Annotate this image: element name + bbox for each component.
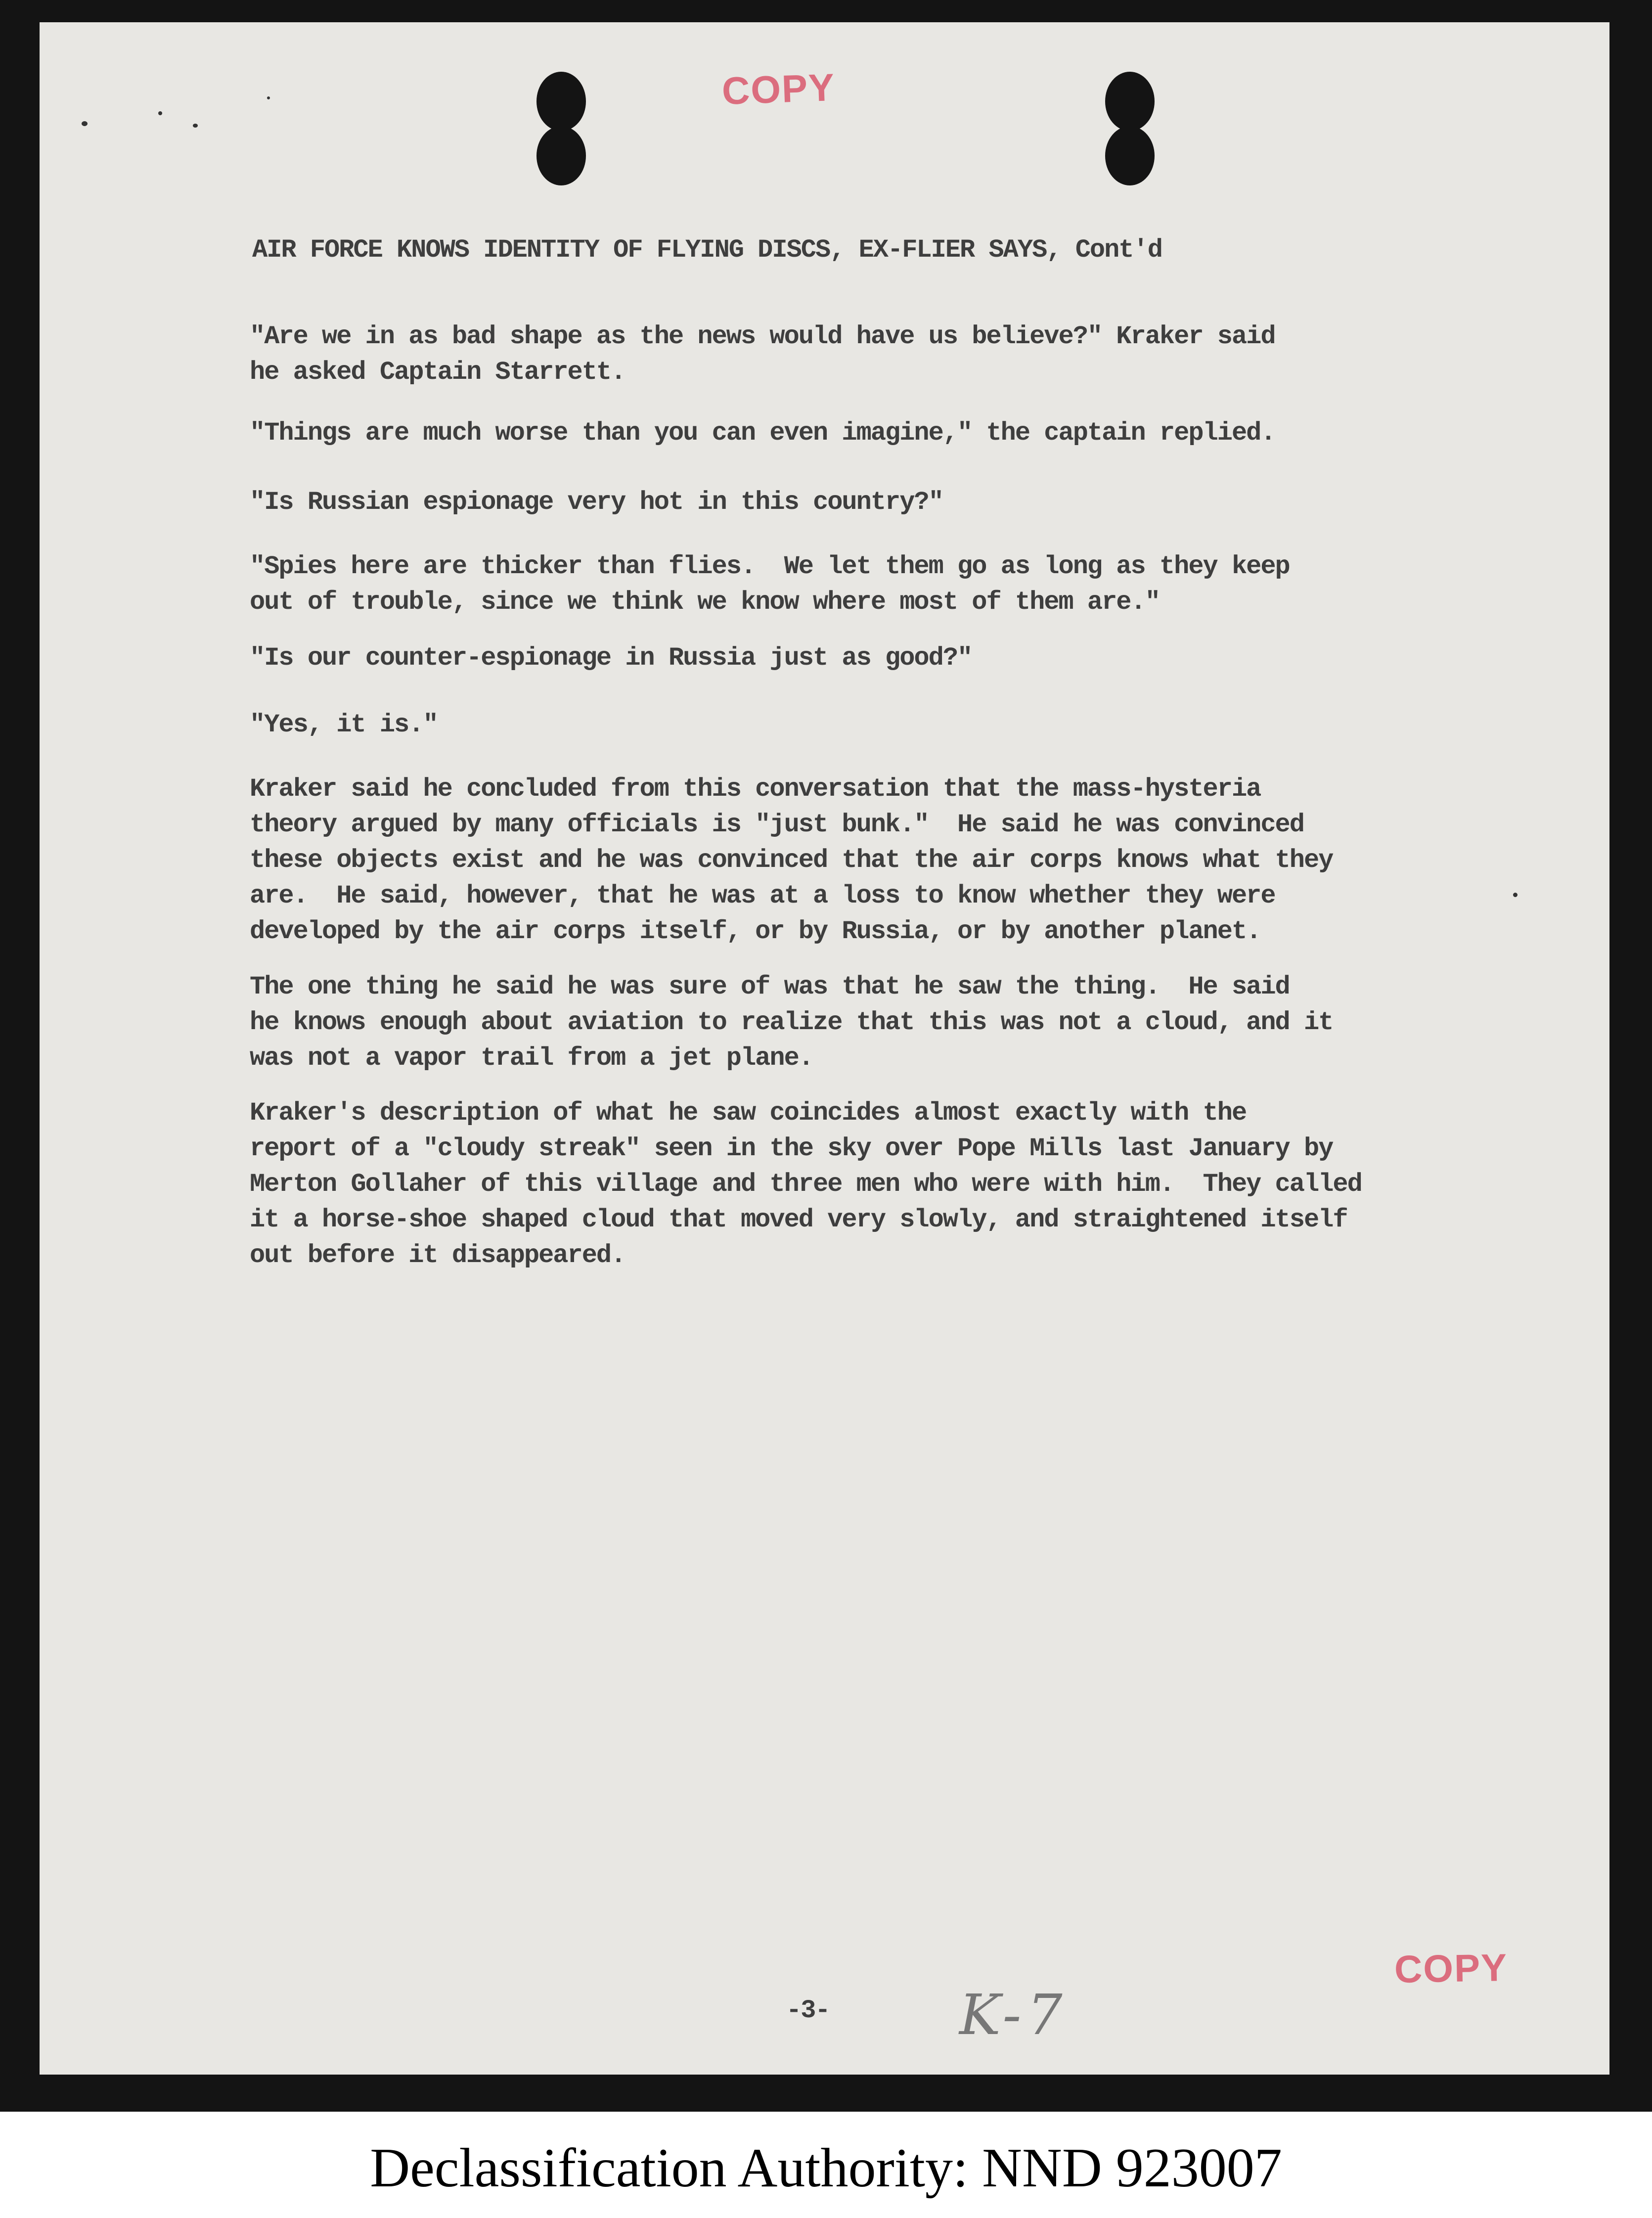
copy-stamp-bottom: COPY [1394, 1946, 1508, 1991]
speck [267, 96, 270, 99]
handwritten-note: K-7 [959, 1983, 1069, 2047]
speck [193, 124, 198, 128]
speck [82, 121, 88, 126]
paragraph-9: Kraker's description of what he saw coincides almost exactly with the report of a "cloudy streak" seen in the sky over Pope Mills last January by Merton Gollaher of this village and three men who were with him. They called it a horse-shoe shaped cloud that moved very slowly, and straightened itself out before it disappeared. [250, 1098, 1362, 1270]
copy-stamp-top: COPY [721, 65, 836, 113]
punch-hole-left [536, 72, 586, 185]
paragraph-4: "Spies here are thicker than flies. We let them go as long as they keep out of trouble, since we think we know where most of them are." [250, 552, 1290, 617]
document-page [40, 22, 1609, 2075]
declassification-caption: Declassification Authority: NND 923007 [370, 2137, 1282, 2199]
page-number: -3- [786, 1996, 830, 2025]
paragraph-7: Kraker said he concluded from this conversation that the mass-hysteria theory argued by many officials is "just bunk." He said he was convinced these objects exist and he was convinced that the air corps knows what they are. He said, however, that he was at a loss to know whether they were developed by the air corps itself, or by Russia, or by another planet. [250, 774, 1333, 946]
paragraph-3: "Is Russian espionage very hot in this country?" [250, 488, 943, 517]
paragraph-2: "Things are much worse than you can even imagine," the captain replied. [250, 418, 1275, 448]
paragraph-1: "Are we in as bad shape as the news would have us believe?" Kraker said he asked Captain Starrett. [250, 322, 1275, 387]
document-heading: AIR FORCE KNOWS IDENTITY OF FLYING DISCS, EX-FLIER SAYS, Cont'd [252, 235, 1162, 265]
paragraph-8: The one thing he said he was sure of was that he saw the thing. He said he knows enough about aviation to realize that this was not a cloud, and it was not a vapor trail from a jet plane. [250, 972, 1333, 1073]
paragraph-6: "Yes, it is." [250, 710, 438, 739]
paragraph-5: "Is our counter-espionage in Russia just as good?" [250, 643, 972, 673]
punch-hole-right [1105, 72, 1155, 185]
speck [158, 111, 162, 115]
